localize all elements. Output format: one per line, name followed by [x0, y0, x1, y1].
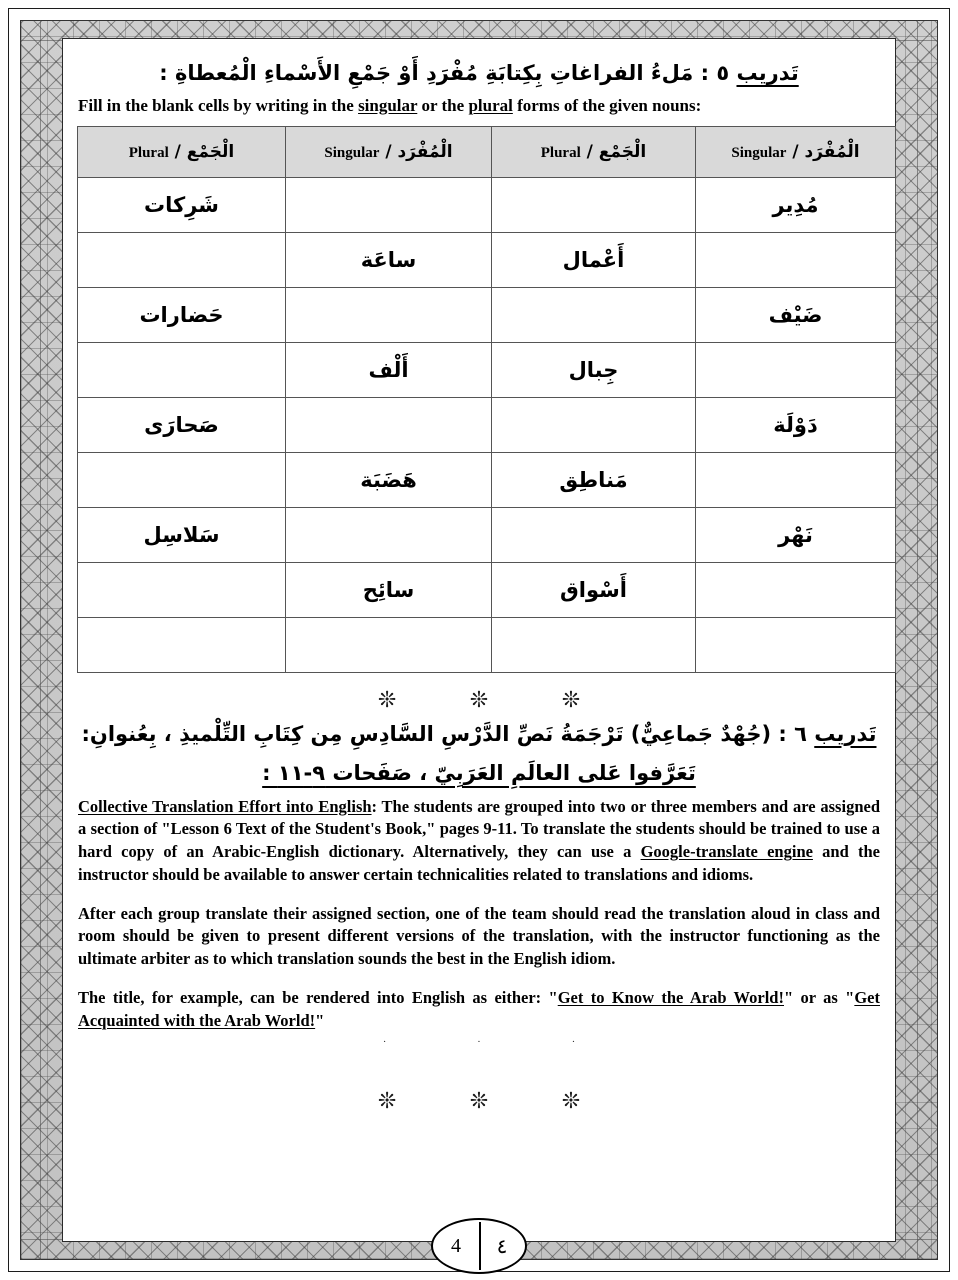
exercise-5-heading-underlined: تَدريب [736, 61, 799, 85]
instruction-underline-singular: singular [358, 95, 418, 115]
paragraph-3-title-option-2: Get Acquainted with the Arab World! [78, 987, 880, 1030]
table-cell[interactable]: أَلْف [286, 342, 492, 397]
ornament-divider-bottom: ❊ ❊ ❊ [377, 1088, 615, 1114]
table-cell[interactable]: صَحارَى [78, 397, 286, 452]
paragraph-3-part-1: The title, for example, can be rendered into English as either: " [78, 987, 558, 1007]
table-cell[interactable] [492, 507, 696, 562]
table-cell[interactable] [696, 342, 896, 397]
header-latin-3: Plural [540, 144, 581, 161]
table-cell[interactable]: ساعَة [286, 232, 492, 287]
table-row [78, 342, 896, 397]
table-row [78, 617, 896, 672]
table-header-row [78, 126, 896, 177]
table-cell[interactable]: سَلاسِل [78, 507, 286, 562]
page-number-latin: 4 [451, 1234, 461, 1257]
paragraph-1-part-2: and the instructor should be available to answer certain technicalities related to translations and idioms. [78, 842, 880, 884]
border-hairline-left [40, 20, 41, 1260]
table-cell[interactable] [696, 617, 896, 672]
exercise-5-arabic-heading [76, 58, 882, 90]
table-cell[interactable]: سائِح [286, 562, 492, 617]
paragraph-1-underlined-google: Google-translate engine [640, 842, 813, 862]
header-arabic-4: الْمُفْرَد [804, 141, 860, 162]
table-cell[interactable] [286, 287, 492, 342]
table-cell[interactable] [492, 287, 696, 342]
page-content [68, 44, 890, 1236]
table-cell[interactable]: دَوْلَة [696, 397, 896, 452]
table-cell[interactable]: حَضارات [78, 287, 286, 342]
exercise-6-heading-underlined: تَدريب [814, 721, 877, 746]
faint-dots-row: · · · [382, 1036, 620, 1049]
header-arabic-3: الْجَمْع [598, 141, 647, 162]
table-cell[interactable]: شَرِكات [78, 177, 286, 232]
paragraph-3-part-2: " or as " [783, 987, 855, 1007]
header-arabic-1: الْجَمْع [186, 141, 235, 162]
table-row [78, 177, 896, 232]
table-cell[interactable] [696, 232, 896, 287]
exercise-5-english-instruction [78, 96, 882, 116]
table-header-cell-3: Plural / الْجَمْع [492, 126, 696, 177]
instruction-part-2: or the [417, 95, 469, 115]
exercise-5-heading-rest: ٥ : مَلءُ الفراغاتِ بِكِتابَةِ مُفْرَدِ أَوْ جَمْعِ الأَسْماءِ الْمُعطاةِ : [159, 61, 737, 85]
paragraph-1-underlined-lead: Collective Translation Effort into English [78, 796, 372, 816]
header-latin-1: Plural [128, 144, 169, 161]
exercise-6-arabic-heading-line-1 [76, 719, 882, 751]
ornament-divider-top: ❊ ❊ ❊ [377, 686, 615, 712]
header-arabic-2: الْمُفْرَد [397, 141, 453, 162]
table-cell[interactable]: هَضَبَة [286, 452, 492, 507]
table-cell[interactable] [78, 617, 286, 672]
table-cell[interactable]: مَناطِق [492, 452, 696, 507]
table-cell[interactable] [286, 507, 492, 562]
exercise-6-paragraph-2: After each group translate their assigned section, one of the team should read the translation aloud in class and room should be given to present different versions of the translation, with the instructor functioning as the ultimate arbiter as to which translation sounds the best in the English idiom. [78, 903, 880, 969]
page-number-divider [479, 1222, 481, 1270]
header-latin-2: Singular [324, 144, 380, 161]
border-hairline-right [917, 20, 918, 1260]
table-header-cell-2: Singular / الْمُفْرَد [286, 126, 492, 177]
table-cell[interactable] [78, 562, 286, 617]
singular-plural-table [77, 126, 896, 673]
table-cell[interactable] [78, 342, 286, 397]
table-cell[interactable]: جِبال [492, 342, 696, 397]
page-number-arabic: ٤ [496, 1235, 508, 1258]
table-cell[interactable]: نَهْر [696, 507, 896, 562]
paragraph-3-part-3: " [315, 1010, 325, 1030]
header-latin-4: Singular [731, 144, 787, 161]
table-cell[interactable] [286, 617, 492, 672]
table-cell[interactable] [286, 177, 492, 232]
exercise-6-paragraph-3 [78, 987, 880, 1033]
table-row [78, 232, 896, 287]
instruction-part-3: forms of the given nouns: [512, 95, 702, 115]
table-cell[interactable]: مُدِير [696, 177, 896, 232]
table-cell[interactable] [492, 177, 696, 232]
table-row [78, 452, 896, 507]
table-cell[interactable]: أَعْمال [492, 232, 696, 287]
table-row [78, 562, 896, 617]
instruction-part-1: Fill in the blank cells by writing in the [78, 95, 359, 115]
table-cell[interactable] [696, 562, 896, 617]
page-number-badge [431, 1218, 527, 1274]
table-cell[interactable] [492, 617, 696, 672]
table-cell[interactable]: ضَيْف [696, 287, 896, 342]
instruction-underline-plural: plural [468, 95, 513, 115]
exercise-6-heading-rest: ٦ : (جُهْدٌ جَماعِيٌّ) تَرْجَمَةُ نَصِّ الدَّرْسِ السَّادِسِ مِن كِتَابِ التِّلْميذِ ، بِعُنوانِ: [81, 721, 815, 746]
paragraph-1-part-1: : The students are grouped into two or three members and are assigned a section of "Lesson 6 Text of the Student's Book," pages 9-11. To translate the students should be trained to use a hard copy of an Arabic-English dictionary. Alternatively, they can use a [78, 796, 880, 862]
table-cell[interactable] [492, 397, 696, 452]
table-cell[interactable] [78, 452, 286, 507]
table-cell[interactable] [78, 232, 286, 287]
table-row [78, 507, 896, 562]
table-row [78, 397, 896, 452]
table-body [78, 177, 896, 672]
table-header-cell-1: Plural / الْجَمْع [78, 126, 286, 177]
table-cell[interactable] [286, 397, 492, 452]
table-cell[interactable]: أَسْواق [492, 562, 696, 617]
exercise-6-arabic-heading-line-2: تَعَرَّفوا عَلى العالَمِ العَرَبِيّ ، صَفَحات ٩-١١ : [262, 761, 696, 785]
exercise-6-paragraph-1 [78, 796, 880, 887]
table-row [78, 287, 896, 342]
table-header-cell-4: Singular / الْمُفْرَد [696, 126, 896, 177]
table-cell[interactable] [696, 452, 896, 507]
paragraph-3-title-option-1: Get to Know the Arab World! [557, 987, 784, 1007]
